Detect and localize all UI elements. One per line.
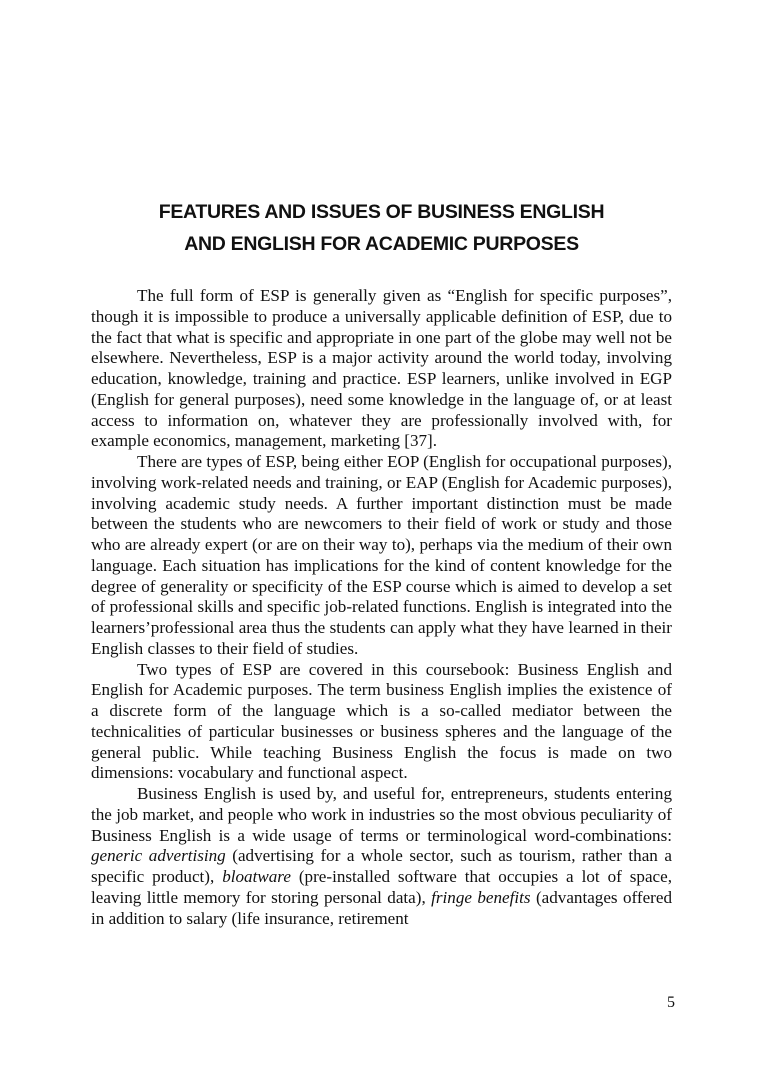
term-fringe-benefits: fringe benefits xyxy=(431,887,531,907)
term-definition-3: (advantages offered in addition to salary (life insurance, retirement xyxy=(91,887,672,928)
page-number: 5 xyxy=(667,994,675,1011)
paragraph-business-english-terms xyxy=(91,784,672,929)
paragraph-intro-text: Business English is used by, and useful for, entrepreneurs, students entering the job market, and people who work in industries so the most obvious peculiarity of Business English is a wide usage of terms or terminological word-combinations: xyxy=(91,784,672,845)
paragraph-esp-types: There are types of ESP, being either EOP (English for occupational purposes), involving work-related needs and training, or EAP (English for Academic purposes), involving academic study needs. A further important distinction must be made between the students who are newcomers to their field of work or study and those who are already expert (or are on their way to), perhaps via the medium of their own language. Each situation has implications for the kind of content knowledge for the degree of generality or specificity of the ESP course which is aimed to develop a set of professional skills and specific job-related functions. English is integrated into the learners’professional area thus the students can apply what they have learned in their English classes to their field of studies. xyxy=(91,452,672,658)
paragraph-esp-definition: The full form of ESP is generally given as “English for specific purposes”, though it is impossible to produce a universally applicable definition of ESP, due to the fact that what is specific and appropriate in one part of the globe may well not be elsewhere. Nevertheless, ESP is a major activity around the world today, involving education, knowledge, training and practice. ESP learners, unlike involved in EGP (English for general purposes), need some knowledge in the language of, or at least access to information on, whatever they are professionally involved with, for example economics, management, marketing [37]. xyxy=(91,286,672,451)
term-definition-2: (pre-installed software that occupies a lot of space, leaving little memory for storing personal data), xyxy=(91,867,672,907)
term-generic-advertising: generic advertising xyxy=(91,846,226,866)
term-bloatware: bloatware xyxy=(222,867,291,886)
page-title xyxy=(0,196,763,260)
term-definition-1: (advertising for a whole sector, such as tourism, rather than a specific product), xyxy=(91,846,672,886)
page-title-line-1: FEATURES AND ISSUES OF BUSINESS ENGLISH xyxy=(158,201,605,223)
page-title-line-2: AND ENGLISH FOR ACADEMIC PURPOSES xyxy=(184,233,579,255)
paragraph-coursebook-scope: Two types of ESP are covered in this coursebook: Business English and English for Academic purposes. The term business English implies the existence of a discrete form of the language which is a so-called mediator between the technicalities of particular businesses or business spheres and the language of the general public. While teaching Business English the focus is made on two dimensions: vocabulary and functional aspect. xyxy=(91,659,672,783)
body-text xyxy=(91,286,672,929)
